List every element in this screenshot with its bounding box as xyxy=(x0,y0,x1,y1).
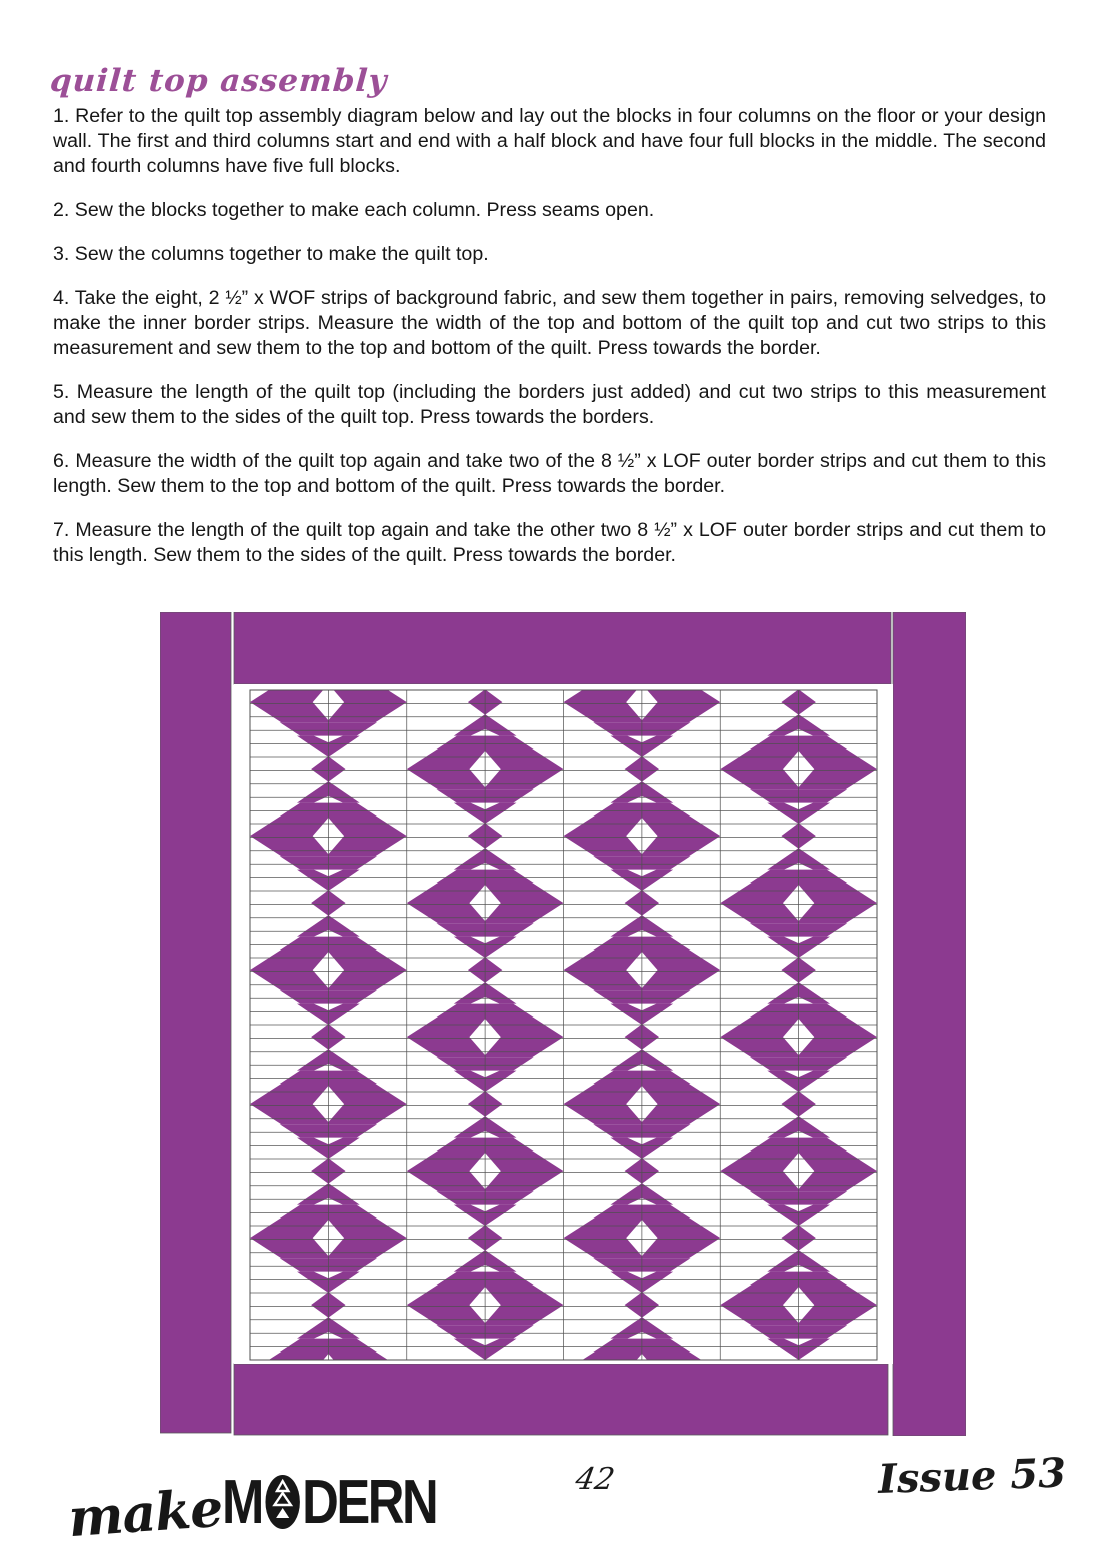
step-7: 7. Measure the length of the quilt top again and take the other two 8 ½” x LOF outer border strips and cut them to this length. Sew them to the sides of the quilt. Press towards the border. xyxy=(53,519,1046,566)
page-heading: quilt top assembly xyxy=(48,63,389,99)
assembly-steps xyxy=(53,104,1046,587)
step-1: 1. Refer to the quilt top assembly diagram below and lay out the blocks in four columns on the floor or your design wall. The first and third columns start and end with a half block and have four full blocks in the middle. The second and fourth columns have five full blocks. xyxy=(53,105,1046,177)
quilt-diagram-svg xyxy=(160,612,966,1436)
logo-modern-m: M xyxy=(221,1468,262,1537)
step-6: 6. Measure the width of the quilt top again and take two of the 8 ½” x LOF outer border strips and cut them to this length. Sew them to the top and bottom of the quilt. Press towards the border. xyxy=(53,450,1046,497)
page-number: 42 xyxy=(572,1462,618,1497)
quilt-egg-o-icon xyxy=(264,1474,300,1530)
step-4: 4. Take the eight, 2 ½” x WOF strips of background fabric, and sew them together in pairs, removing selvedges, to make the inner border strips. Measure the width of the top and bottom of the quilt top and cut two strips to this measurement and sew them to the top and bottom of the quilt. Press towards the border. xyxy=(53,287,1046,359)
issue-label: Issue 53 xyxy=(877,1449,1067,1504)
logo-make-script: make xyxy=(66,1477,225,1550)
logo-modern-wordmark xyxy=(221,1468,437,1537)
make-modern-logo xyxy=(66,1458,483,1550)
step-3: 3. Sew the columns together to make the quilt top. xyxy=(53,243,489,265)
logo-modern-rest: DERN xyxy=(301,1468,437,1537)
step-2: 2. Sew the blocks together to make each column. Press seams open. xyxy=(53,199,655,221)
quilt-assembly-diagram xyxy=(160,612,966,1436)
step-5: 5. Measure the length of the quilt top (including the borders just added) and cut two strips to this measurement and sew them to the sides of the quilt top. Press towards the borders. xyxy=(53,381,1046,428)
